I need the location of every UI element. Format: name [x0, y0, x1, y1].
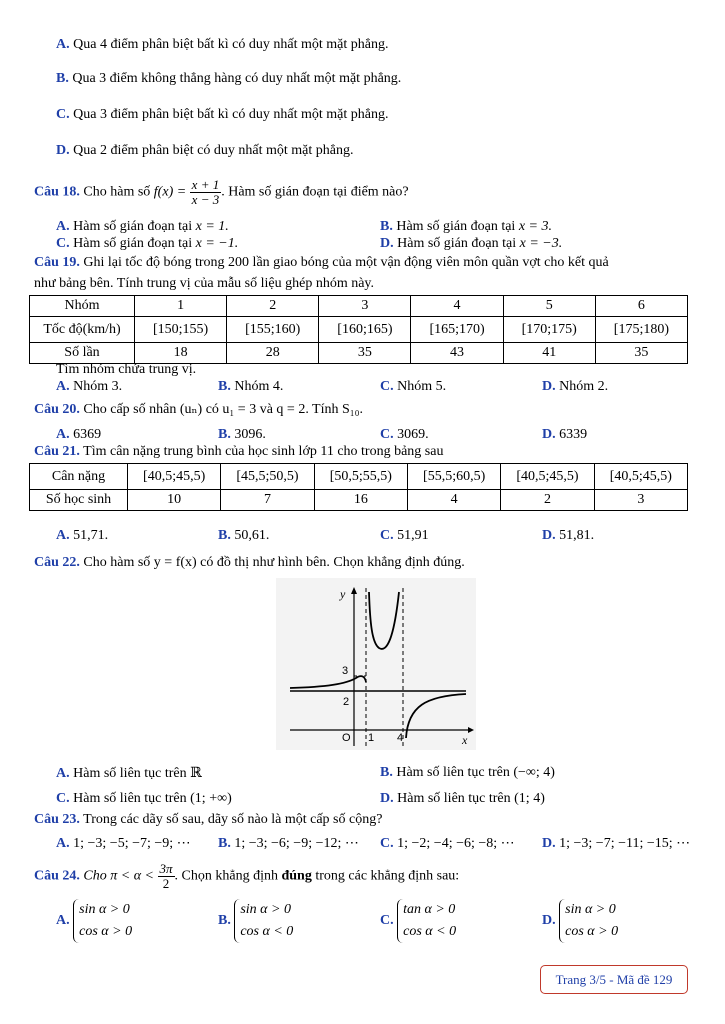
- q23-option-d: D. 1; −3; −7; −11; −15; ⋯: [542, 836, 691, 851]
- q22-option-a: A. Hàm số liên tục trên ℝ: [56, 766, 202, 781]
- q24-stem: Câu 24. Cho π < α < $\frac{3\pi}{2}$ . Chọn khẳng định đúng trong các khẳng định sau:: [34, 861, 460, 891]
- q21-option-a: A. 51,71.: [56, 528, 109, 543]
- q18-option-b: B. Hàm số gián đoạn tại x = 3.: [380, 219, 552, 234]
- q20-option-c: C. 3069.: [380, 427, 429, 442]
- q21-stem: Câu 21. Tìm cân nặng trung bình của học sinh lớp 11 cho trong bảng sau: [34, 444, 444, 459]
- table-cell: 6: [595, 296, 687, 317]
- x-axis-label: x: [462, 733, 468, 747]
- tick-label-1: 1: [368, 732, 375, 744]
- table-cell: [170;175): [503, 317, 595, 343]
- q19-stem-line2: như bảng bên. Tính trung vị của mẫu số liệu ghép nhóm này.: [34, 276, 375, 291]
- q19-table: [29, 295, 688, 364]
- table-cell: Tốc độ(km/h): [30, 317, 135, 343]
- table-cell: 43: [411, 343, 503, 364]
- q23-option-a: A. 1; −3; −5; −7; −9; ⋯: [56, 836, 191, 851]
- q19-option-b: B. Nhóm 4.: [218, 379, 284, 394]
- q20-option-d: D. 6339: [542, 427, 588, 442]
- q19-option-c: C. Nhóm 5.: [380, 379, 447, 394]
- q24-option-a-system: sin α > 0 cos α > 0: [73, 899, 132, 943]
- table-cell: 35: [595, 343, 687, 364]
- tick-label-4: 4: [397, 732, 404, 744]
- q21-table: [29, 463, 688, 511]
- q21-option-d: D. 51,81.: [542, 528, 595, 543]
- q23-option-b: B. 1; −3; −6; −9; −12; ⋯: [218, 836, 359, 851]
- q24-option-c-system: tan α > 0 cos α < 0: [397, 899, 456, 943]
- tick-label-3: 3: [342, 665, 349, 677]
- table-cell: Số lần: [30, 343, 135, 364]
- q24-option-d: D. sin α > 0 cos α > 0: [542, 899, 618, 943]
- table-cell: 16: [314, 490, 407, 511]
- q24-option-d-system: sin α > 0 cos α > 0: [559, 899, 618, 943]
- table-cell: 41: [503, 343, 595, 364]
- table-cell: Nhóm: [30, 296, 135, 317]
- page-footer: Trang 3/5 - Mã đề 129: [540, 965, 688, 994]
- q19-table-header-row: [30, 296, 688, 317]
- q20-option-a: A. 6369: [56, 427, 102, 442]
- q18-option-c: C. Hàm số gián đoạn tại x = −1.: [56, 236, 239, 251]
- q24-fraction: $\frac{3\pi}{2}$: [159, 861, 173, 891]
- q21-option-b: B. 50,61.: [218, 528, 270, 543]
- q18-option-a: A. Hàm số gián đoạn tại x = 1.: [56, 219, 229, 234]
- table-cell: [160;165): [319, 317, 411, 343]
- q24-option-b-system: sin α > 0 cos α < 0: [234, 899, 293, 943]
- table-cell: [40,5;45,5): [594, 464, 687, 490]
- q22-option-b: B. Hàm số liên tục trên (−∞; 4): [380, 765, 555, 780]
- q19-ask: Tìm nhóm chứa trung vị.: [56, 362, 197, 377]
- q17-option-a: A. Qua 4 điểm phân biệt bất kì có duy nhất một mặt phẳng.: [56, 37, 389, 52]
- y-axis-label: y: [340, 587, 346, 601]
- table-cell: 5: [503, 296, 595, 317]
- table-cell: Cân nặng: [30, 464, 128, 490]
- table-cell: 3: [319, 296, 411, 317]
- q24-option-a: A. sin α > 0 cos α > 0: [56, 899, 132, 943]
- q24-option-b: B. sin α > 0 cos α < 0: [218, 899, 293, 943]
- table-cell: 10: [128, 490, 221, 511]
- q22-option-c: C. Hàm số liên tục trên (1; +∞): [56, 791, 232, 806]
- q18-option-d: D. Hàm số gián đoạn tại x = −3.: [380, 236, 563, 251]
- q19-table-speed-row: [30, 317, 688, 343]
- q22-function-graph: [276, 578, 476, 750]
- table-cell: 2: [501, 490, 594, 511]
- table-cell: [50,5;55,5): [314, 464, 407, 490]
- q17-option-b: B. Qua 3 điểm không thẳng hàng có duy nhất một mặt phẳng.: [56, 71, 402, 86]
- q22-option-d: D. Hàm số liên tục trên (1; 4): [380, 791, 545, 806]
- table-cell: [165;170): [411, 317, 503, 343]
- q17-option-d: D. Qua 2 điểm phân biệt có duy nhất một mặt phẳng.: [56, 143, 354, 158]
- graph-background: [276, 578, 476, 750]
- table-cell: 3: [594, 490, 687, 511]
- table-cell: 18: [135, 343, 227, 364]
- q20-option-b: B. 3096.: [218, 427, 266, 442]
- table-cell: [40,5;45,5): [128, 464, 221, 490]
- table-cell: 4: [411, 296, 503, 317]
- q23-option-c: C. 1; −2; −4; −6; −8; ⋯: [380, 836, 515, 851]
- q19-option-d: D. Nhóm 2.: [542, 379, 609, 394]
- table-cell: [45,5;50,5): [221, 464, 314, 490]
- q21-option-c: C. 51,91: [380, 528, 429, 543]
- table-cell: 28: [227, 343, 319, 364]
- table-cell: Số học sinh: [30, 490, 128, 511]
- table-cell: [150;155): [135, 317, 227, 343]
- table-cell: 1: [135, 296, 227, 317]
- q17-option-c: C. Qua 3 điểm phân biệt bất kì có duy nhất một mặt phẳng.: [56, 107, 389, 122]
- table-cell: 4: [407, 490, 500, 511]
- table-cell: [155;160): [227, 317, 319, 343]
- q19-option-a: A. Nhóm 3.: [56, 379, 123, 394]
- table-cell: 2: [227, 296, 319, 317]
- origin-label: O: [342, 732, 351, 744]
- tick-label-2: 2: [343, 696, 350, 708]
- table-cell: [175;180): [595, 317, 687, 343]
- q21-table-count-row: [30, 490, 688, 511]
- q18-stem: Câu 18. Cho hàm số f(x) = $\frac{x + 1}{x - 3}$ . Hàm số gián đoạn tại điểm nào?: [34, 177, 409, 207]
- table-cell: [55,5;60,5): [407, 464, 500, 490]
- q20-stem: Câu 20. Cho cấp số nhân (uₙ) có u₁ = 3 và q = 2. Tính S₁₀.: [34, 402, 364, 417]
- q18-fraction: $\frac{x + 1}{x - 3}$: [191, 177, 220, 207]
- q24-option-c: C. tan α > 0 cos α < 0: [380, 899, 456, 943]
- q19-table-count-row: [30, 343, 688, 364]
- table-cell: 35: [319, 343, 411, 364]
- q21-table-weight-row: [30, 464, 688, 490]
- q19-stem-line1: Câu 19. Ghi lại tốc độ bóng trong 200 lần giao bóng của một vận động viên môn quần vợt cho kết quả: [34, 255, 609, 270]
- table-cell: 7: [221, 490, 314, 511]
- q22-stem: Câu 22. Cho hàm số y = f(x) có đồ thị như hình bên. Chọn khẳng định đúng.: [34, 555, 465, 570]
- q23-stem: Câu 23. Trong các dãy số sau, dãy số nào là một cấp số cộng?: [34, 812, 383, 827]
- table-cell: [40,5;45,5): [501, 464, 594, 490]
